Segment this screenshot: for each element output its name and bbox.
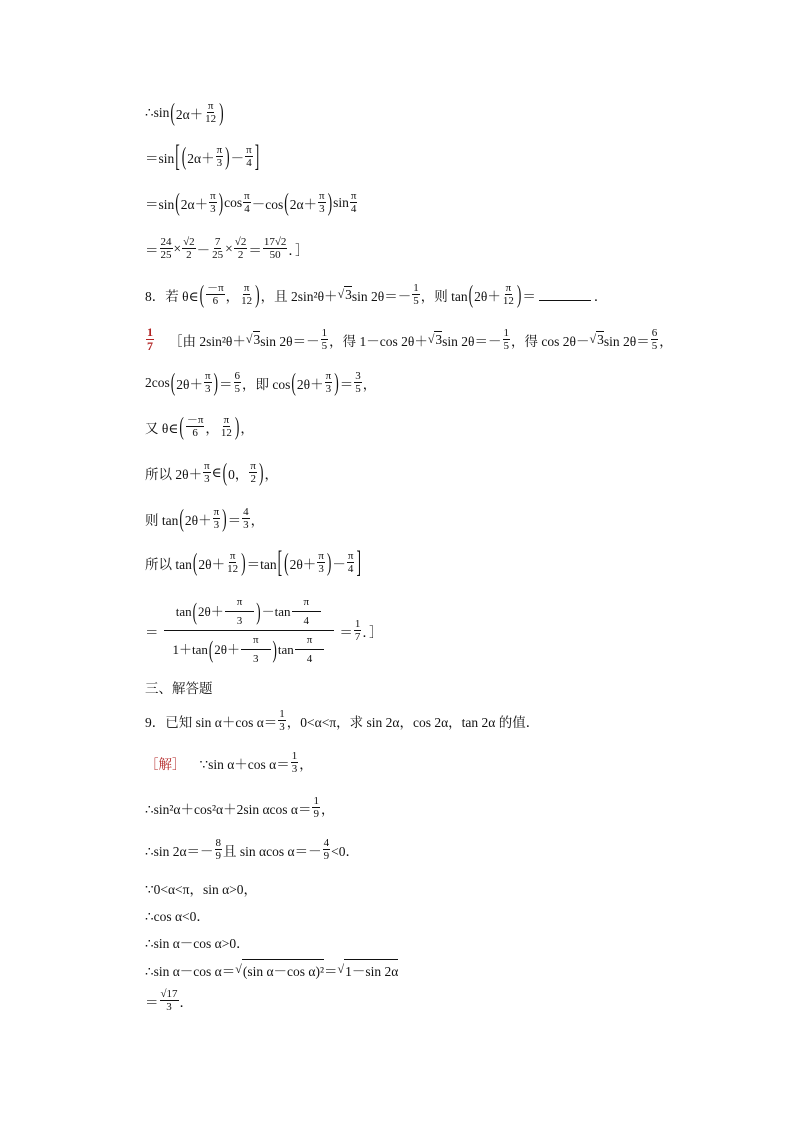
step-line-3: ＝sin ( 2α＋ $\frac{\pi}{3}$ ) cos $\frac{\pi}{4}$ －cos ( 2α＋ $\frac{\pi}{3}$ ) sin $\frac{\pi}{4}$ — [145, 187, 357, 216]
fraction: $\frac{\pi}{3}$ — [318, 550, 324, 576]
fraction: $\frac{-\pi}{6}$ — [207, 282, 224, 308]
fraction: $\frac{1}{7}$ — [354, 618, 361, 644]
fraction: $\frac{\pi}{3}$ — [204, 460, 210, 486]
fraction: $\frac{\pi}{4}$ — [244, 190, 250, 216]
solution-line-3: ∴sin 2α＝－ $\frac{8}{9}$ 且 sin αcos α＝－ $\frac{4}{9}$ <0． — [145, 837, 359, 863]
fraction: $\frac{\pi}{12}$ — [241, 282, 253, 308]
fraction: $\frac{-\pi}{6}$ — [186, 414, 204, 440]
fraction: $\frac{\pi}{3}$ — [319, 190, 325, 216]
step-line-4: ＝ $\frac{24}{25}$ × $\frac{√2}{2}$ － $\frac{7}{25}$ × $\frac{√2}{2}$ ＝ $\frac{17√2}{50}$ ．］ — [145, 236, 309, 262]
fraction: $\frac{\pi}{12}$ — [227, 550, 239, 576]
fraction: $\frac{4}{9}$ — [323, 837, 330, 863]
fraction: $\frac{\pi}{4}$ — [246, 144, 252, 170]
solution-line-6: ∴sin α－cos α>0． — [145, 936, 250, 951]
answer-8-line-3: 又 θ∈ ( $\frac{-\pi}{6}$ ， $\frac{\pi}{12}$ ) ， — [145, 411, 254, 440]
fraction: $\frac{17√2}{50}$ — [263, 236, 287, 262]
sqrt-icon: √ — [337, 962, 345, 976]
fraction: $\frac{1}{5}$ — [321, 327, 328, 353]
fraction: $\frac{1}{3}$ — [279, 708, 285, 734]
solution-line-7: ∴sin α－cos α＝ √ (sin α－cos α)² ＝ √ 1－sin 2α — [145, 959, 398, 980]
sqrt-icon: √ — [427, 332, 435, 347]
fraction: $\frac{6}{5}$ — [234, 370, 241, 396]
fraction: $\frac{\pi}{4}$ — [347, 550, 354, 576]
solution-line-4: ∵0<α<π，sin α>0， — [145, 882, 258, 897]
fraction: $\frac{1}{5}$ — [503, 327, 510, 353]
fraction: $\frac{3}{5}$ — [355, 370, 361, 396]
fraction: $\frac{\pi}{4}$ — [350, 190, 357, 216]
sqrt-icon: √ — [337, 287, 345, 302]
answer-8-line-7: ＝ tan ( 2θ＋ $\frac{\pi}{3}$ ) －tan $\frac{\pi}{4}$ 1＋tan ( 2θ＋ $\frac{\pi}{3}$ ) tan $\frac{\pi}{4}$ ＝ $\frac{1}{7}$ ．］ — [145, 596, 383, 666]
answer-8-line-1: $\frac{1}{7}$ ［由 2sin²θ＋ √ 3 sin 2θ＝－ $\frac{1}{5}$ ，得 1－cos 2θ＋ √ 3 sin 2θ＝－ $\frac{1}{5}$ ，得 cos 2θ－ √ 3 sin 2θ＝ $\frac{6}{5}$ ， — [147, 325, 673, 354]
fraction: $\frac{1}{3}$ — [291, 750, 298, 776]
answer-8-line-6: 所以 tan ( 2θ＋ $\frac{\pi}{12}$ ) ＝tan [ ( 2θ＋ $\frac{\pi}{3}$ ) － $\frac{\pi}{4}$ ] — [145, 544, 361, 579]
fraction: $\frac{\pi}{3}$ — [210, 190, 216, 216]
sqrt-icon: √ — [245, 332, 253, 347]
fraction: $\frac{4}{3}$ — [243, 506, 249, 532]
fraction: $\frac{\pi}{12}$ — [220, 414, 232, 440]
sqrt-icon: √ — [589, 332, 597, 347]
compound-fraction: tan ( 2θ＋ $\frac{\pi}{3}$ ) －tan $\frac{\pi}{4}$ 1＋tan ( 2θ＋ $\frac{\pi}{3}$ ) tan $\frac{\pi}{4}$ — [161, 596, 338, 665]
fraction: $\frac{\pi}{3}$ — [325, 370, 332, 396]
step-line-1: ∴sin ( 2α＋ $\frac{\pi}{12}$ ) — [145, 97, 224, 126]
section-heading: 三、解答题 — [145, 681, 213, 696]
step-line-2: ＝sin [ ( 2α＋ $\frac{\pi}{3}$ ) － $\frac{\pi}{4}$ ] — [145, 138, 260, 173]
question-9: 9．已知 sin α＋cos α＝ $\frac{1}{3}$ ，0<α<π，求 sin 2α，cos 2α，tan 2α 的值． — [145, 708, 540, 734]
fraction: $\frac{6}{5}$ — [651, 327, 658, 353]
answer-8-line-5: 则 tan ( 2θ＋ $\frac{\pi}{3}$ ) ＝ $\frac{4}{3}$ ， — [145, 503, 265, 532]
answer-value: $\frac{1}{7}$ — [147, 325, 153, 354]
answer-8-line-2: 2cos ( 2θ＋ $\frac{\pi}{3}$ ) ＝ $\frac{6}{5}$ ，即 cos ( 2θ＋ $\frac{\pi}{3}$ ) ＝ $\frac{3}{5}$ ， — [145, 367, 377, 396]
fraction: $\frac{7}{25}$ — [212, 236, 224, 262]
answer-blank — [539, 288, 591, 301]
fraction: $\frac{\pi}{2}$ — [250, 460, 256, 486]
solution-line-5: ∴cos α<0． — [145, 909, 210, 924]
fraction: $\frac{24}{25}$ — [160, 236, 172, 262]
fraction: $\frac{\pi}{12}$ — [502, 282, 514, 308]
fraction: $\frac{\pi}{3}$ — [216, 144, 223, 170]
fraction: $\frac{8}{9}$ — [215, 837, 222, 863]
solution-line-8: ＝ $\frac{√17}{3}$ ． — [145, 988, 194, 1014]
fraction: $\frac{\pi}{12}$ — [205, 100, 217, 126]
fraction: $\frac{1}{5}$ — [413, 282, 419, 308]
fraction: $\frac{1}{9}$ — [313, 795, 319, 821]
answer-8-line-4: 所以 2θ＋ $\frac{\pi}{3}$ ∈ ( 0， $\frac{\pi}{2}$ ) ， — [145, 457, 278, 486]
solution-line-2: ∴sin²α＋cos²α＋2sin αcos α＝ $\frac{1}{9}$ ， — [145, 795, 335, 821]
fraction: $\frac{√2}{2}$ — [183, 236, 195, 262]
fraction: $\frac{\pi}{3}$ — [204, 370, 211, 396]
sqrt-icon: √ — [235, 962, 242, 976]
fraction: $\frac{\pi}{3}$ — [213, 506, 220, 532]
fraction: $\frac{√17}{3}$ — [160, 988, 178, 1014]
solution-tag: ［解］ — [145, 756, 186, 772]
question-8: 8．若 θ∈ ( $\frac{-\pi}{6}$ ， $\frac{\pi}{12}$ ) ，且 2sin²θ＋ √ 3 sin 2θ＝－ $\frac{1}{5}$ ，则 tan ( 2θ＋ $\frac{\pi}{12}$ ) ＝ ． — [145, 279, 608, 308]
solution-line-1: ［解］ ∵sin α＋cos α＝ $\frac{1}{3}$ ， — [145, 750, 313, 776]
fraction: $\frac{√2}{2}$ — [234, 236, 247, 262]
